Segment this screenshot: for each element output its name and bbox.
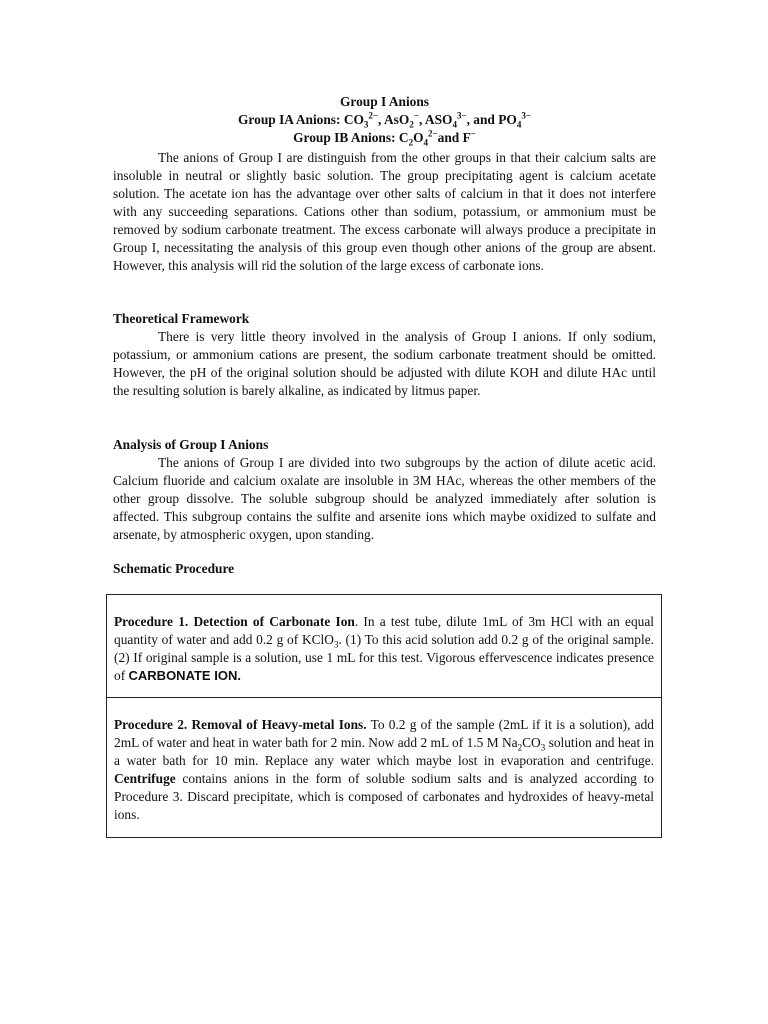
aso4-subscript: 4 [452,119,457,130]
group-ib-prefix: Group IB Anions: C [293,130,409,145]
o-subscript: 4 [423,137,428,148]
group-ib-subtitle [113,129,656,147]
procedure-2-text [114,716,654,824]
na2-subscript: 2 [517,742,523,753]
aso2-charge: − [413,110,419,121]
aso2-text: , AsO [378,112,410,127]
theory-section [113,310,656,400]
analysis-paragraph: The anions of Group I are divided into two subgroups by the action of dilute acetic acid. Calcium fluoride and calcium oxalate are insoluble in 3M HAc, whereas the other members of the other group dissolve. The soluble subgroup should be analyzed immediately after solution is affected. This subgroup contains the sulfite and arsenite ions which maybe oxidized to sulfate and arsenate, by atmospheric oxygen, upon standing. [113,455,656,542]
analysis-heading: Analysis of Group I Anions [113,437,269,452]
schematic-heading: Schematic Procedure [113,561,235,576]
procedure-divider [107,697,661,698]
procedure-1-title: Procedure 1. Detection of Carbonate Ion [114,614,355,629]
procedure-1-body-a: . In a test tube, dilute 1mL of 3m HCl with an equal quantity of water and add 0.2 g of KClO [114,614,655,647]
theory-heading: Theoretical Framework [113,311,250,326]
carbonate-ion-emphasis: CARBONATE ION. [128,668,241,683]
procedure-1-body-b: . (1) To this acid solution add 0.2 g of the original sample. (2) If original sample is a solution, use 1 mL for this test. Vigorous effervescence indicates presence of [114,632,655,683]
po4-charge: 3− [521,110,531,121]
analysis-section [113,436,656,544]
po4-text: , and PO [466,112,517,127]
group-ia-prefix: Group IA Anions: CO [238,112,364,127]
procedure-2-cell [107,716,661,824]
c-subscript: 2 [408,137,414,148]
aso4-text: , ASO [418,112,453,127]
procedure-2-body-a: To 0.2 g of the sample (2mL if it is a solution), add 2mL of water and heat in water bath for 2 min. Now add 2 mL of 1.5 M Na [114,717,654,750]
o-text: O [413,130,424,145]
group-ib-tail: and F [437,130,471,145]
aso4-charge: 3− [456,110,467,121]
centrifuge-term: Centrifuge [114,771,176,786]
aso2-subscript: 2 [409,119,414,130]
po4-subscript: 4 [516,119,522,130]
procedure-1-text [114,613,654,685]
procedure-table [106,594,662,838]
procedure-2-body-c: contains anions in the form of soluble sodium salts and is analyzed according to Procedure 3. Discard precipitate, which is composed of carbonates and hydroxides of heavy-metal ions. [114,771,654,822]
co-text: CO [522,735,541,750]
intro-paragraph: The anions of Group I are distinguish from the other groups in that their calcium salts are insoluble in neutral or slightly basic solution. The group precipitating agent is calcium acetate solution. The acetate ion has the advantage over other salts of calcium in that it does not interfere with any succeeding separations. Cations other than sodium, potassium, or ammonium must be removed by sodium carbonate treatment. The excess carbonate will always produce a precipitate in Group I, necessitating the analysis of this group even though other anions of the group are absent. However, this analysis will rid the solution of the large excess of carbonate ions. [113,150,656,273]
intro-section [113,149,656,275]
fluoride-charge: − [470,128,476,139]
co3-subscript-2: 3 [540,742,546,753]
co3-charge: 2− [368,110,379,121]
schematic-section [113,560,656,578]
procedure-2-title: Procedure 2. Removal of Heavy-metal Ions. [114,717,367,732]
oxalate-charge: 2− [428,128,438,139]
theory-paragraph: There is very little theory involved in the analysis of Group I anions. If only sodium, potassium, or ammonium cations are present, the sodium carbonate treatment should be omitted. However, the pH of the original solution should be adjusted with dilute KOH and dilute HAc until the resulting solution is barely alkaline, as indicated by litmus paper. [113,329,656,398]
group-ia-subtitle [113,111,656,129]
page-title: Group I Anions [339,94,430,109]
kclo3-subscript: 3 [333,639,339,650]
procedure-1-cell [107,613,661,685]
procedure-2-body-b: solution and heat in a water bath for 10 min. Replace any water which maybe lost in evaporation and centrifuge. [114,735,654,768]
co3-subscript: 3 [363,119,369,130]
